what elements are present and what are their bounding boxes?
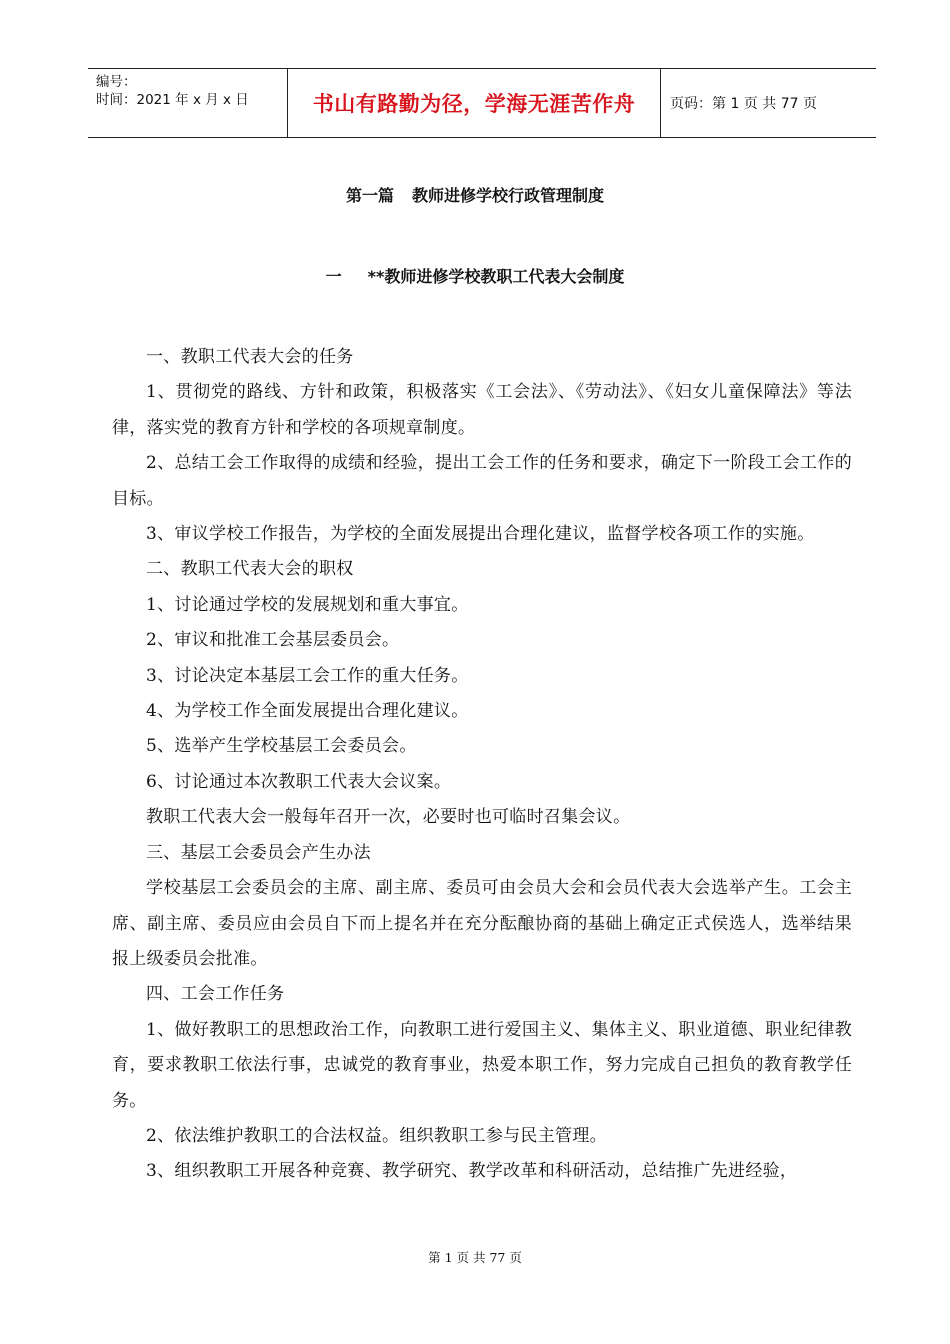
paragraph: 2、审议和批准工会基层委员会。: [146, 630, 400, 651]
section-number: 一: [325, 267, 342, 286]
paragraph: 3、组织教职工开展各种竞赛、教学研究、教学改革和科研活动，总结推广先进经验，: [146, 1161, 798, 1182]
paragraph: 2、依法维护教职工的合法权益。组织教职工参与民主管理。: [146, 1125, 607, 1146]
paragraph: 5、选举产生学校基层工会委员会。: [146, 736, 417, 757]
paragraph: 二、教职工代表大会的职权: [146, 559, 354, 580]
paragraph: 三、基层工会委员会产生办法: [146, 842, 371, 863]
paragraph: 一、教职工代表大会的任务: [146, 347, 354, 367]
paragraph: 6、讨论通过本次教职工代表大会议案。: [146, 771, 452, 792]
paragraph: 1、讨论通过学校的发展规划和重大事宜。: [146, 594, 469, 615]
section-name: **教师进修学校教职工代表大会制度: [367, 267, 625, 286]
header-meta: [96, 73, 249, 109]
header-page-info: 页码：第 1 页 共 77 页: [670, 96, 817, 112]
paragraph: 3、讨论决定本基层工会工作的重大任务。: [146, 665, 469, 686]
paragraph: 1、贯彻党的路线、方针和政策，积极落实《工会法》、《劳动法》、《妇女儿童保障法》等法律，落实党的教育方针和学校的各项规章制度。: [112, 382, 852, 438]
part-number: 第一篇: [345, 186, 394, 205]
paragraph: 4、为学校工作全面发展提出合理化建议。: [146, 701, 469, 722]
paragraph: 四、工会工作任务: [146, 984, 285, 1005]
paragraph: 教职工代表大会一般每年召开一次，必要时也可临时召集会议。: [146, 807, 631, 828]
time-label: 时间：2021 年 x 月 x 日: [96, 92, 249, 108]
part-title: [0, 183, 950, 206]
paragraph: 2、总结工会工作取得的成绩和经验，提出工会工作的任务和要求，确定下一阶段工会工作的目标。: [112, 453, 852, 509]
paragraph: 学校基层工会委员会的主席、副主席、委员可由会员大会和会员代表大会选举产生。工会主席、副主席、委员应由会员自下而上提名并在充分酝酿协商的基础上确定正式侯选人，选举结果报上级委员会批准。: [112, 878, 852, 969]
part-name: 教师进修学校行政管理制度: [412, 186, 605, 205]
paragraph: 3、审议学校工作报告，为学校的全面发展提出合理化建议，监督学校各项工作的实施。: [146, 524, 815, 545]
document-body: [112, 340, 852, 1190]
page-header: [88, 68, 876, 138]
header-divider: [660, 69, 661, 137]
code-label: 编号：: [96, 74, 137, 90]
header-motto: 书山有路勤为径，学海无涯苦作舟: [312, 91, 636, 116]
paragraph: 1、做好教职工的思想政治工作，向教职工进行爱国主义、集体主义、职业道德、职业纪律教育，要求教职工依法行事，忠诚党的教育事业，热爱本职工作，努力完成自己担负的教育教学任务。: [112, 1019, 852, 1111]
section-title: [0, 264, 950, 287]
page-footer: 第 1 页 共 77 页: [428, 1250, 522, 1265]
